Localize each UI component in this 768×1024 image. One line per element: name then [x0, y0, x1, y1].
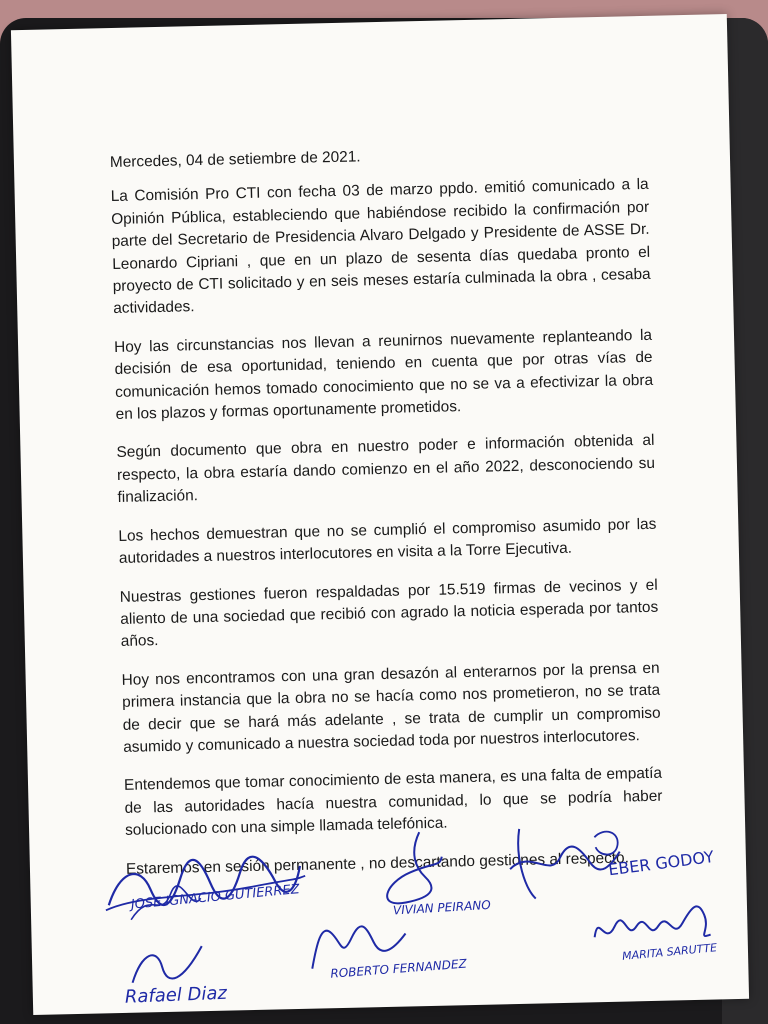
signature-name-4: ROBERTO FERNANDEZ: [329, 956, 468, 981]
paragraph-7: Entendemos que tomar conocimiento de esta manera, es una falta de empatía de las autoridades hacía nuestra comunidad, lo que se podría haber solucionado con una simple llamada telefónica.: [123, 765, 663, 840]
letter-page: [11, 14, 749, 1015]
signature-name-2: VIVIAN PEIRANO: [392, 897, 492, 918]
signature-name-1: JOSE IGNACIO GUTIERREZ: [130, 882, 301, 913]
signature-scribble-6: [122, 936, 213, 988]
letter-body: [110, 140, 664, 881]
date-line: Mercedes, 04 de setiembre de 2021.: [109, 148, 361, 172]
paragraph-6: Hoy nos encontramos con una gran desazón al enterarnos por la prensa en primera instancia que la obra no se hacía como nos prometieron, no se trata de decir que se hará más adelante , se trata de cumplir un compromiso asumido y comunicado a nuestra sociedad toda por nuestros interlocutores.: [121, 659, 661, 756]
signature-name-5: MARITA SARUTTE: [621, 941, 718, 963]
signature-scribble-2: [379, 827, 451, 909]
closing-line: Estaremos en sesión permanente , no descartando gestiones al respecto.: [125, 849, 630, 878]
paragraph-5: Nuestras gestiones fueron respaldadas por 15.519 firmas de vecinos y el aliento de una sociedad que recibió con agrado la noticia esperada por tantos años.: [119, 576, 659, 651]
paragraph-2: Hoy las circunstancias nos llevan a reunirnos nuevamente replanteando la decisión de esa oportunidad, teniendo en cuenta que por otras vías de comunicación hemos tomado conocimiento que no se va a efectivizar la obra en los plazos y formas oportunamente prometidos.: [113, 326, 654, 424]
paragraph-3: Según documento que obra en nuestro poder e información obtenida al respecto, la obra estaría dando comienzo en el año 2022, desconociendo su finalización.: [116, 432, 656, 507]
paragraph-4: Los hechos demuestran que no se cumplió el compromiso asumido por las autoridades a nuestros interlocutores en visita a la Torre Ejecutiva.: [118, 515, 657, 568]
signature-name-3: EBER GODOY: [607, 847, 715, 880]
paragraph-1: La Comisión Pro CTI con fecha 03 de marzo ppdo. emitió comunicado a la Opinión Pública, estableciendo que habiéndose recibido la confirmación por parte del Secretario de Presidencia Alvaro Delgado y Presidente de ASSE Dr. Leonardo Cipriani , que en un plazo de sesenta días quedaba pronto el proyecto de CTI solicitado y en seis meses estaría culminada la obra , cesaba actividades.: [110, 176, 651, 318]
signature-name-6: Rafael Diaz: [124, 982, 228, 1008]
